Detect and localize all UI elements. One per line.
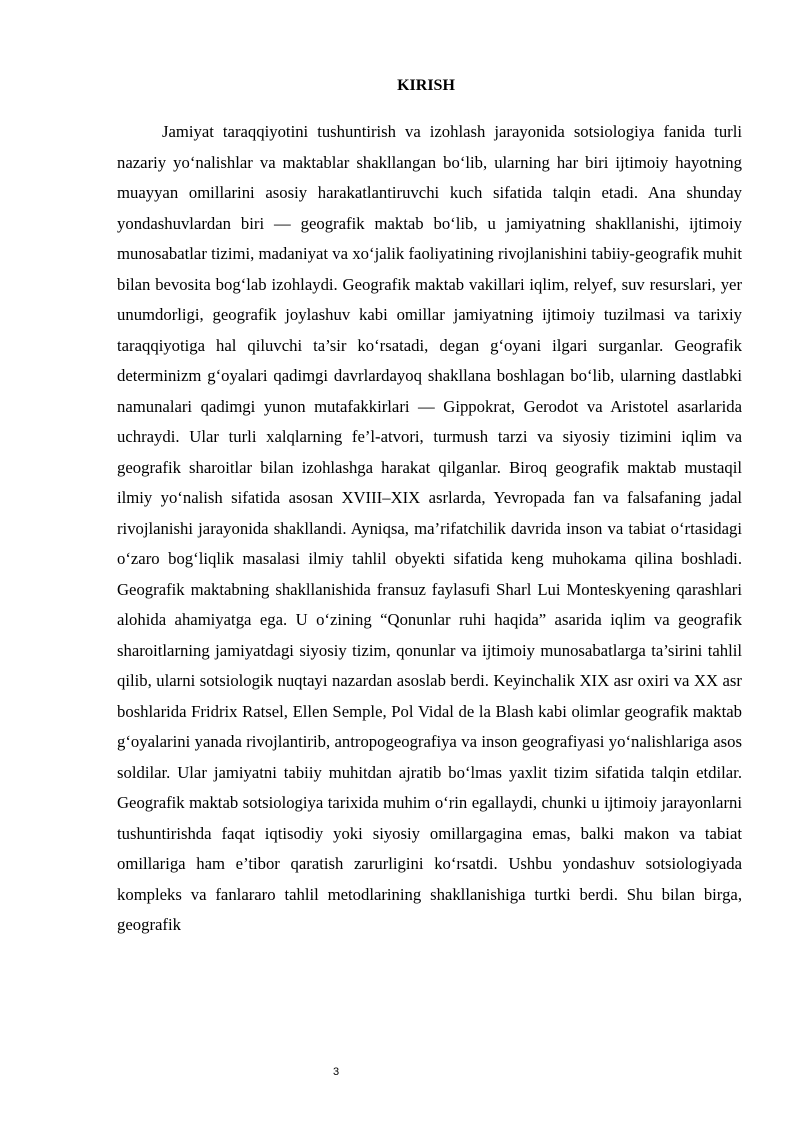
page-number: 3 (332, 1066, 340, 1078)
body-paragraph: Jamiyat taraqqiyotini tushuntirish va izohlash jarayonida sotsiologiya fanida turli nazariy yo‘nalishlar va maktablar shakllangan bo‘lib, ularning har biri ijtimoiy hayotning muayyan omillarini asosiy harakatlantiruvchi kuch sifatida talqin etadi. Ana shunday yondashuvlardan biri — geografik maktab bo‘lib, u jamiyatning shakllanishi, ijtimoiy munosabatlar tizimi, madaniyat va xo‘jalik faoliyatining rivojlanishini tabiiy-geografik muhit bilan bevosita bog‘lab izohlaydi. Geografik maktab vakillari iqlim, relyef, suv resurslari, yer unumdorligi, geografik joylashuv kabi omillar jamiyatning ijtimoiy tuzilmasi va tarixiy taraqqiyotiga hal qiluvchi ta’sir ko‘rsatadi, degan g‘oyani ilgari surganlar. Geografik determinizm g‘oyalari qadimgi davrlardayoq shakllana boshlagan bo‘lib, ularning dastlabki namunalari qadimgi yunon mutafakkirlari — Gippokrat, Gerodot va Aristotel asarlarida uchraydi. Ular turli xalqlarning fe’l-atvori, turmush tarzi va siyosiy tizimini iqlim va geografik sharoitlar bilan izohlashga harakat qilganlar. Biroq geografik maktab mustaqil ilmiy yo‘nalish sifatida asosan XVIII–XIX asrlarda, Yevropada fan va falsafaning jadal rivojlanishi jarayonida shakllandi. Ayniqsa, ma’rifatchilik davrida inson va tabiat o‘rtasidagi o‘zaro bog‘liqlik masalasi ilmiy tahlil obyekti sifatida keng muhokama qilina boshladi. Geografik maktabning shakllanishida fransuz faylasufi Sharl Lui Monteskyening qarashlari alohida ahamiyatga ega. U o‘zining “Qonunlar ruhi haqida” asarida iqlim va geografik sharoitlarning jamiyatdagi siyosiy tizim, qonunlar va ijtimoiy munosabatlarga ta’sirini tahlil qilib, ularni sotsiologik nuqtayi nazardan asoslab berdi. Keyinchalik XIX asr oxiri va XX asr boshlarida Fridrix Ratsel, Ellen Semple, Pol Vidal de la Blash kabi olimlar geografik maktab g‘oyalarini yanada rivojlantirib, antropogeografiya va inson geografiyasi yo‘nalishlariga asos soldilar. Ular jamiyatni tabiiy muhitdan ajratib bo‘lmas yaxlit tizim sifatida talqin etdilar. Geografik maktab sotsiologiya tarixida muhim o‘rin egallaydi, chunki u ijtimoiy jarayonlarni tushuntirishda faqat iqtisodiy yoki siyosiy omillargagina emas, balki makon va tabiat omillariga ham e’tibor qaratish zarurligini ko‘rsatdi. Ushbu yondashuv sotsiologiyada kompleks va fanlararo tahlil metodlarining shakllanishiga turtki berdi. Shu bilan birga, geografik (117, 122, 742, 934)
section-heading: KIRISH (397, 77, 455, 94)
